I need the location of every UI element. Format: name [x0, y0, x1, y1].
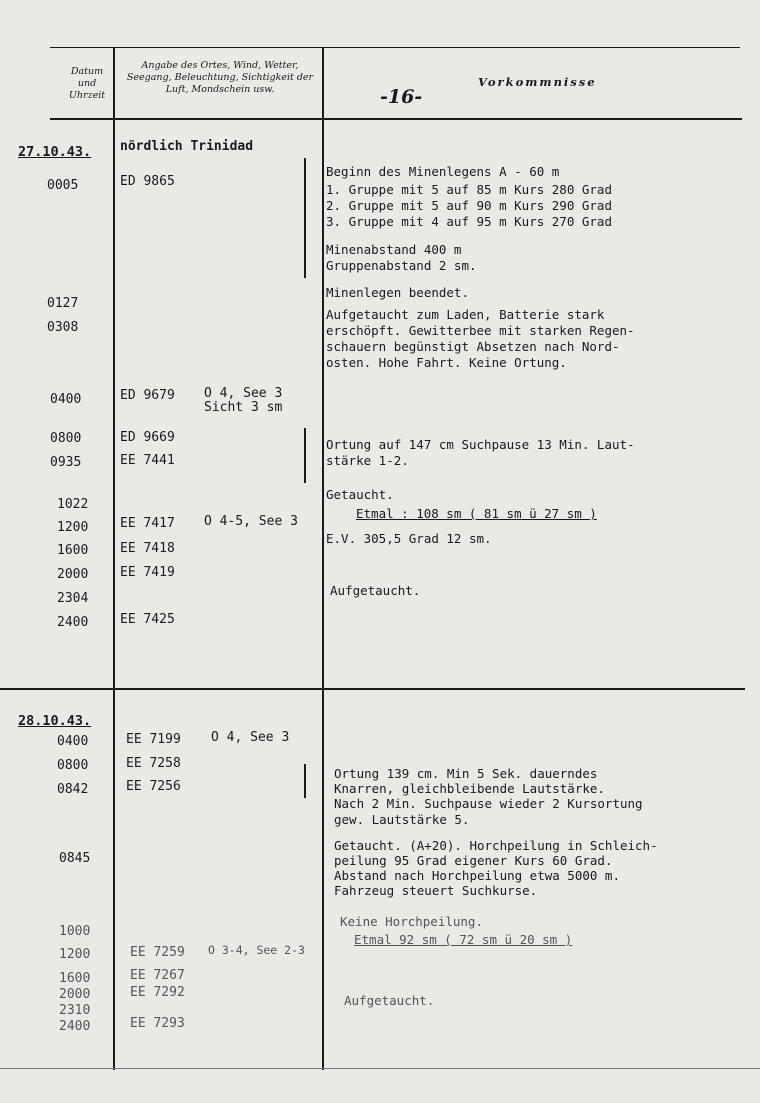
margin-stroke: [304, 158, 306, 278]
event-text: Abstand nach Horchpeilung etwa 5000 m.: [334, 868, 620, 883]
grid-position: EE 7417: [120, 516, 175, 531]
time-entry: 0800: [50, 431, 82, 446]
grid-position: ED 9669: [120, 430, 175, 445]
event-text: peilung 95 Grad eigener Kurs 60 Grad.: [334, 853, 613, 868]
weather-entry: O 4, See 3: [211, 730, 290, 745]
event-text: Gruppenabstand 2 sm.: [326, 258, 477, 273]
visibility-entry: Sicht 3 sm: [204, 400, 283, 415]
time-entry: 2310: [59, 1003, 91, 1018]
time-entry: 1022: [57, 497, 89, 512]
weather-entry: O 4, See 3: [204, 386, 283, 401]
margin-stroke: [304, 428, 306, 483]
event-text: Getaucht. (A+20). Horchpeilung in Schleich-: [334, 838, 658, 853]
daily-run-entry: Etmal 92 sm ( 72 sm ü 20 sm ): [354, 932, 573, 947]
grid-position: EE 7441: [120, 453, 175, 468]
day-separator-rule: [0, 688, 745, 690]
column-divider-2: [322, 48, 324, 1070]
time-entry: 1600: [59, 971, 91, 986]
event-text: stärke 1-2.: [326, 453, 409, 468]
event-text: osten. Hohe Fahrt. Keine Ortung.: [326, 355, 567, 370]
time-entry: 0845: [59, 851, 91, 866]
time-entry: 2400: [59, 1019, 91, 1034]
time-entry: 0005: [47, 178, 79, 193]
event-text: 2. Gruppe mit 5 auf 90 m Kurs 290 Grad: [326, 198, 612, 213]
event-text: Knarren, gleichbleibende Lautstärke.: [334, 781, 605, 796]
time-entry: 0308: [47, 320, 79, 335]
grid-position: ED 9679: [120, 388, 175, 403]
bottom-rule: [0, 1068, 760, 1069]
event-text: Aufgetaucht zum Laden, Batterie stark: [326, 307, 605, 322]
date-entry: 27.10.43.: [18, 144, 92, 160]
grid-position: EE 7258: [126, 756, 181, 771]
event-text: Ortung 139 cm. Min 5 Sek. dauerndes: [334, 766, 598, 781]
column-divider-1: [113, 48, 115, 1070]
grid-position: EE 7293: [130, 1016, 185, 1031]
time-entry: 1000: [59, 924, 91, 939]
grid-position: EE 7256: [126, 779, 181, 794]
column-header-events: Vorkommnisse: [478, 75, 597, 89]
event-text: 3. Gruppe mit 4 auf 95 m Kurs 270 Grad: [326, 214, 612, 229]
time-entry: 0935: [50, 455, 82, 470]
time-entry: 0842: [57, 782, 89, 797]
header-top-rule: [50, 47, 740, 48]
event-text: Keine Horchpeilung.: [340, 914, 483, 929]
time-entry: 2000: [59, 987, 91, 1002]
event-text: Minenlegen beendet.: [326, 285, 469, 300]
column-header-date-time: Datum und Uhrzeit: [68, 66, 106, 101]
event-text: Minenabstand 400 m: [326, 242, 462, 257]
event-text: Beginn des Minenlegens A - 60 m: [326, 164, 560, 179]
time-entry: 0127: [47, 296, 79, 311]
date-entry: 28.10.43.: [18, 713, 92, 729]
margin-stroke: [304, 764, 306, 798]
grid-position: EE 7267: [130, 968, 185, 983]
grid-position: EE 7199: [126, 732, 181, 747]
grid-position: EE 7419: [120, 565, 175, 580]
event-text: Nach 2 Min. Suchpause wieder 2 Kursortung: [334, 796, 643, 811]
time-entry: 0400: [50, 392, 82, 407]
time-entry: 0400: [57, 734, 89, 749]
grid-position: EE 7292: [130, 985, 185, 1000]
event-text: schauern begünstigt Absetzen nach Nord-: [326, 339, 620, 354]
time-entry: 2304: [57, 591, 89, 606]
event-text: gew. Lautstärke 5.: [334, 812, 470, 827]
weather-entry: O 3-4, See 2-3: [208, 943, 305, 957]
column-header-location-weather: Angabe des Ortes, Wind, Wetter, Seegang, Beleuchtung, Sichtigkeit der Luft, Mondschein usw.: [126, 60, 314, 95]
daily-run-entry: Etmal : 108 sm ( 81 sm ü 27 sm ): [356, 506, 597, 521]
time-entry: 1600: [57, 543, 89, 558]
grid-position: ED 9865: [120, 174, 175, 189]
time-entry: 1200: [57, 520, 89, 535]
time-entry: 0800: [57, 758, 89, 773]
event-text: Getaucht.: [326, 487, 394, 502]
header-bottom-rule: [50, 118, 742, 120]
event-text: Fahrzeug steuert Suchkurse.: [334, 883, 538, 898]
location-heading: nördlich Trinidad: [120, 139, 254, 154]
event-text: Aufgetaucht.: [330, 583, 421, 598]
grid-position: EE 7259: [130, 945, 185, 960]
event-text: E.V. 305,5 Grad 12 sm.: [326, 531, 492, 546]
event-text: erschöpft. Gewitterbee mit starken Regen-: [326, 323, 635, 338]
weather-entry: O 4-5, See 3: [204, 514, 298, 529]
event-text: Aufgetaucht.: [344, 993, 435, 1008]
page-number: -16-: [380, 86, 423, 108]
grid-position: EE 7425: [120, 612, 175, 627]
time-entry: 1200: [59, 947, 91, 962]
time-entry: 2000: [57, 567, 89, 582]
event-text: 1. Gruppe mit 5 auf 85 m Kurs 280 Grad: [326, 182, 612, 197]
grid-position: EE 7418: [120, 541, 175, 556]
event-text: Ortung auf 147 cm Suchpause 13 Min. Laut-: [326, 437, 635, 452]
time-entry: 2400: [57, 615, 89, 630]
